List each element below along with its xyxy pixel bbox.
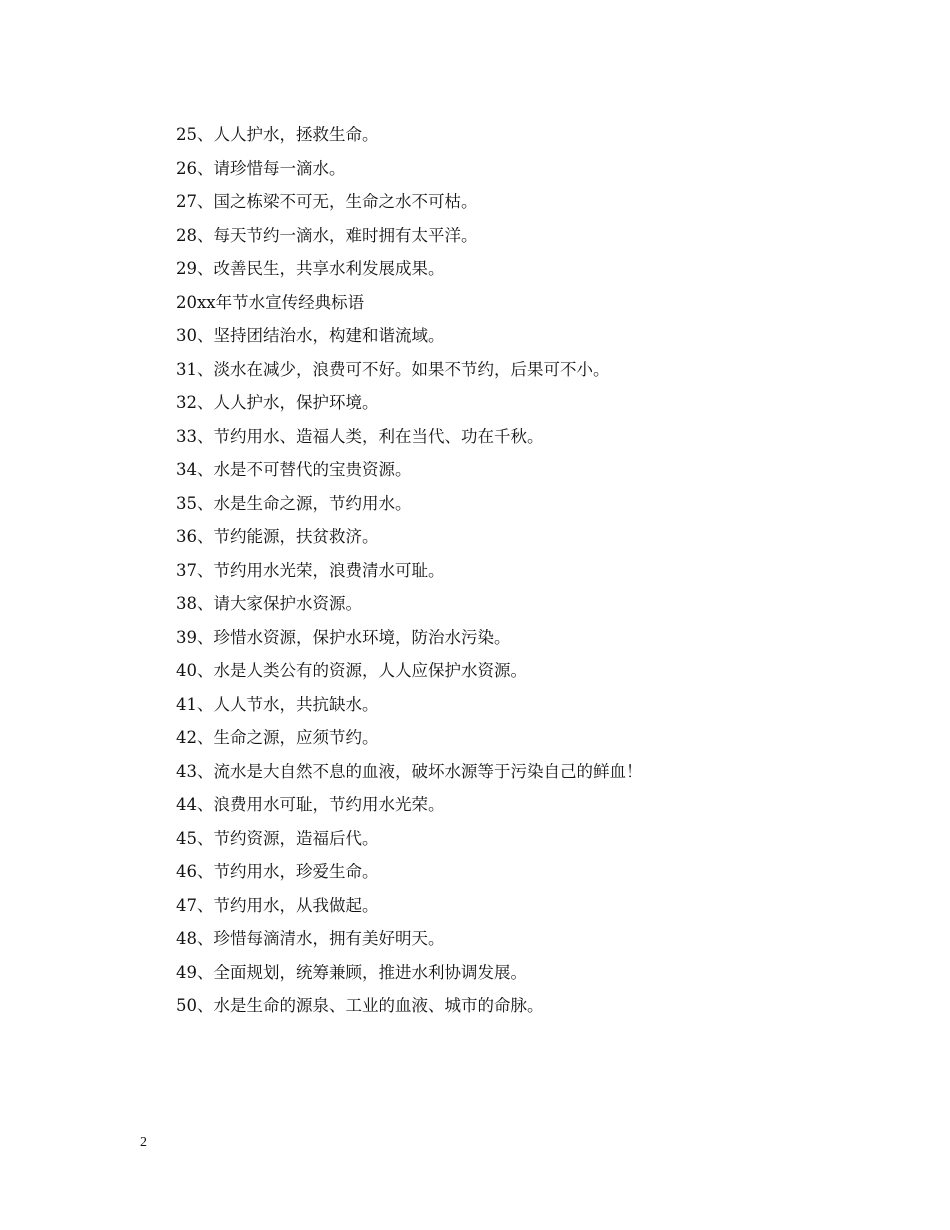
list-item: 39、珍惜水资源，保护水环境，防治水污染。 <box>176 627 511 647</box>
list-item: 25、人人护水，拯救生命。 <box>176 125 379 144</box>
list-item: 45、节约资源，造福后代。 <box>176 828 379 848</box>
list-item: 44、浪费用水可耻，节约用水光荣。 <box>176 795 445 814</box>
section-heading: 20xx年节水宣传经典标语 <box>176 292 365 312</box>
list-item: 30、坚持团结治水，构建和谐流域。 <box>176 326 445 345</box>
list-item: 46、节约用水，珍爱生命。 <box>176 862 379 881</box>
list-item: 43、流水是大自然不息的血液，破坏水源等于污染自己的鲜血！ <box>176 761 643 781</box>
list-item: 42、生命之源，应须节约。 <box>176 728 379 747</box>
list-item: 36、节约能源，扶贫救济。 <box>176 527 379 546</box>
list-item: 41、人人节水，共抗缺水。 <box>176 694 379 714</box>
list-item: 33、节约用水、造福人类，利在当代、功在千秋。 <box>176 426 544 446</box>
page-number: 2 <box>140 1135 147 1150</box>
list-item: 37、节约用水光荣，浪费清水可耻。 <box>176 560 445 580</box>
slogan-list <box>176 118 896 1023</box>
list-item: 28、每天节约一滴水，难时拥有太平洋。 <box>176 225 478 245</box>
list-item: 47、节约用水，从我做起。 <box>176 895 379 915</box>
list-item: 48、珍惜每滴清水，拥有美好明天。 <box>176 929 445 948</box>
list-item: 26、请珍惜每一滴水。 <box>176 158 346 178</box>
list-item: 50、水是生命的源泉、工业的血液、城市的命脉。 <box>176 996 544 1015</box>
list-item: 34、水是不可替代的宝贵资源。 <box>176 460 412 479</box>
list-item: 27、国之栋梁不可无，生命之水不可枯。 <box>176 192 478 211</box>
list-item: 38、请大家保护水资源。 <box>176 594 362 613</box>
list-item: 49、全面规划，统筹兼顾，推进水利协调发展。 <box>176 962 527 982</box>
list-item: 35、水是生命之源，节约用水。 <box>176 493 412 513</box>
list-item: 32、人人护水，保护环境。 <box>176 393 379 412</box>
list-item: 29、改善民生，共享水利发展成果。 <box>176 259 445 278</box>
list-item: 40、水是人类公有的资源，人人应保护水资源。 <box>176 661 527 680</box>
list-item: 31、淡水在减少，浪费可不好。如果不节约，后果可不小。 <box>176 359 610 379</box>
